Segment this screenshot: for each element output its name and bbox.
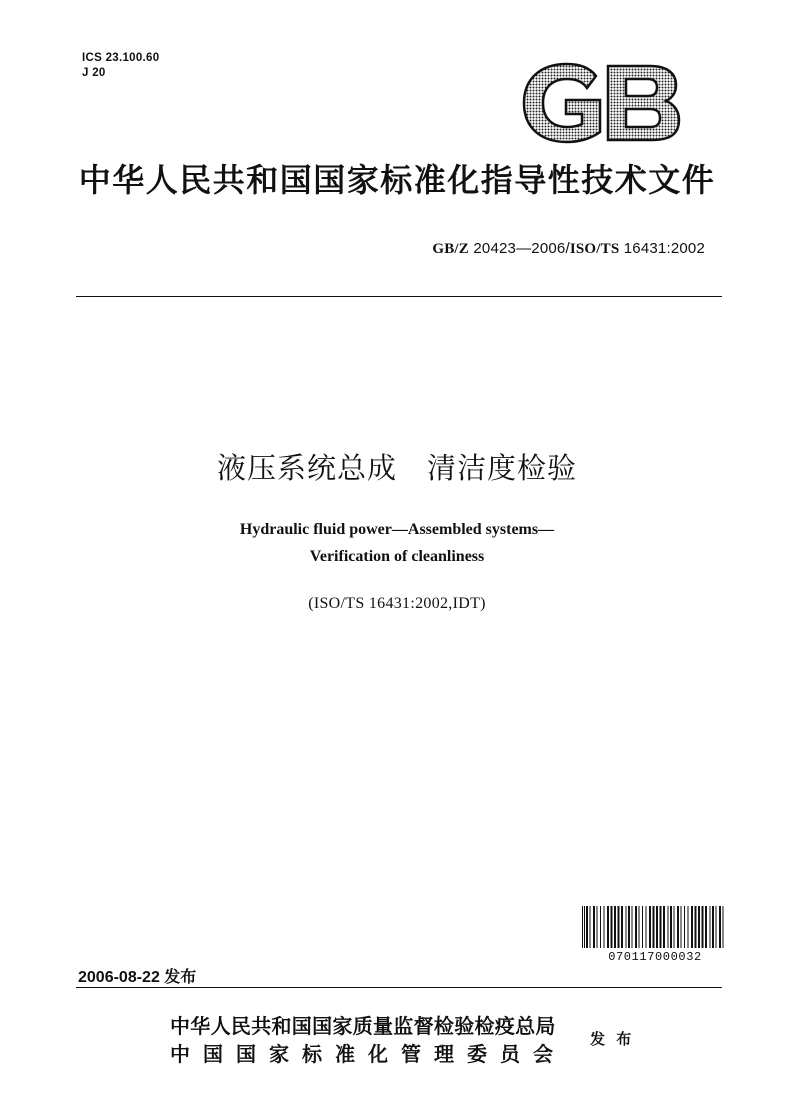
barcode-bar	[604, 906, 605, 948]
iso-number: 16431:2002	[623, 240, 705, 257]
barcode-bar	[632, 906, 633, 948]
barcode-bar	[600, 906, 601, 948]
top-divider	[76, 296, 722, 297]
barcode-bar	[719, 906, 721, 948]
classification-codes	[82, 51, 159, 81]
barcode-bar	[674, 906, 675, 948]
barcode-bar	[642, 906, 643, 948]
standard-number-main: 20423—2006/	[473, 240, 570, 257]
barcode-bar	[653, 906, 655, 948]
barcode-bar	[660, 906, 662, 948]
barcode-bar	[663, 906, 665, 948]
iso-prefix: ISO/TS	[569, 241, 620, 257]
barcode-bar	[586, 906, 588, 948]
barcode-bar	[723, 906, 724, 948]
barcode-number: 070117000032	[608, 950, 702, 964]
bottom-divider	[76, 987, 722, 988]
barcode-bar	[635, 906, 637, 948]
barcode-bar	[710, 906, 711, 948]
barcode	[580, 906, 730, 948]
barcode-bar	[649, 906, 651, 948]
barcode-bar	[614, 906, 616, 948]
barcode-bar	[584, 906, 585, 948]
title-chinese: 液压系统总成 清洁度检验	[216, 451, 577, 485]
issuer-sac: 中国国家标准化管理委员会	[170, 1042, 566, 1066]
barcode-bar	[582, 906, 583, 948]
ics-code: ICS 23.100.60	[82, 52, 160, 64]
title-english-line1: Hydraulic fluid power—Assembled systems—	[239, 521, 555, 538]
barcode-bar	[695, 906, 697, 948]
title-english-line2: Verification of cleanliness	[309, 548, 485, 565]
barcode-bar	[712, 906, 714, 948]
issue-date: 2006-08-22 发布	[78, 969, 197, 986]
barcode-bar	[705, 906, 707, 948]
barcode-bar	[597, 906, 598, 948]
publish-label: 发 布	[590, 1030, 635, 1048]
barcode-bar	[593, 906, 595, 948]
barcode-bar	[639, 906, 640, 948]
barcode-bar	[698, 906, 700, 948]
standard-prefix: GB/Z	[432, 241, 469, 257]
barcode-bar	[677, 906, 679, 948]
barcode-bar	[716, 906, 717, 948]
barcode-bar	[628, 906, 630, 948]
ccs-code: J 20	[82, 67, 106, 79]
barcode-bar	[626, 906, 627, 948]
barcode-bar	[611, 906, 613, 948]
barcode-bar	[681, 906, 682, 948]
barcode-bar	[618, 906, 620, 948]
barcode-bar	[691, 906, 693, 948]
barcode-bar	[684, 906, 685, 948]
barcode-bar	[668, 906, 669, 948]
barcode-bar	[688, 906, 689, 948]
standard-number	[432, 240, 705, 258]
barcode-bar	[607, 906, 609, 948]
barcode-bar	[621, 906, 623, 948]
barcode-bar	[702, 906, 704, 948]
document-type-title: 中华人民共和国国家标准化指导性技术文件	[78, 161, 716, 199]
adoption-note: (ISO/TS 16431:2002,IDT)	[308, 595, 486, 612]
title-english	[0, 516, 794, 570]
barcode-bar	[656, 906, 658, 948]
gb-logo	[520, 62, 682, 144]
issuer-aqsiq: 中华人民共和国国家质量监督检验检疫总局	[170, 1014, 556, 1038]
barcode-bar	[646, 906, 647, 948]
barcode-bar	[670, 906, 672, 948]
barcode-bar	[590, 906, 591, 948]
